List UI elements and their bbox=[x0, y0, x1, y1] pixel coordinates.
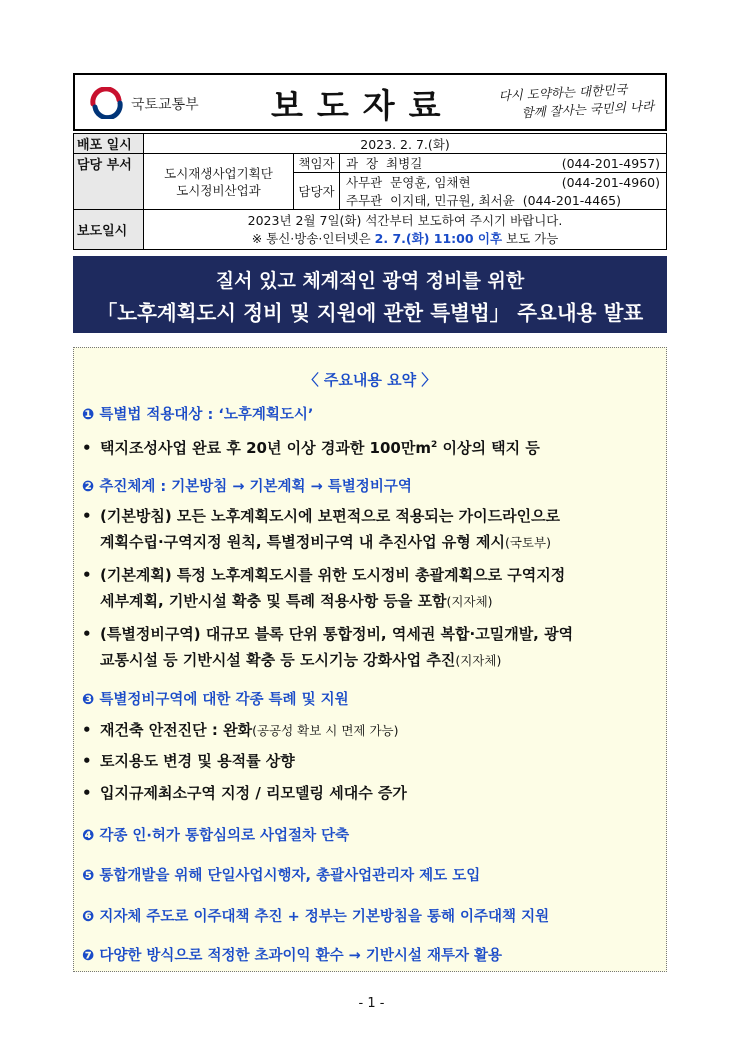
bullet-note: (지자체) bbox=[455, 653, 502, 668]
bullet-text: 입지규제최소구역 지정 / 리모델링 세대수 증가 bbox=[100, 784, 407, 802]
bullet-text: 택지조성사업 완료 후 20년 이상 경과한 100만m bbox=[100, 439, 431, 457]
superscript: 2 bbox=[431, 440, 438, 450]
slogan-line-1: 다시 도약하는 대한민국 bbox=[498, 81, 628, 104]
bullet-text: 재건축 안전진단 : 완화 bbox=[100, 721, 253, 739]
manager-role: 책임자 bbox=[294, 154, 340, 173]
manager-phone: (044-201-4957) bbox=[521, 154, 666, 173]
distribution-date-label: 배포 일시 bbox=[74, 134, 144, 154]
bullet-dot: • bbox=[82, 784, 92, 802]
headline-line-2: 「노후계획도시 정비 및 지원에 관한 특별법」 주요내용 발표 bbox=[96, 301, 644, 325]
summary-title: 〈 주요내용 요약 〉 bbox=[303, 371, 437, 389]
press-release-title: 보도자료 bbox=[271, 86, 455, 125]
section-3-bullet-3 bbox=[82, 780, 664, 806]
bullet-dot: • bbox=[82, 507, 92, 525]
bullet-dot: • bbox=[82, 752, 92, 770]
bullet-line-2: 세부계획, 기반시설 확충 및 특례 적용사항 등을 포함 bbox=[100, 592, 447, 610]
embargo-line-2-prefix: ※ 통신·방송·인터넷은 bbox=[251, 230, 375, 246]
slogan-line-2: 함께 잘사는 국민의 나라 bbox=[521, 98, 655, 121]
bullet-note: (지자체) bbox=[446, 594, 493, 609]
embargo-label: 보도일시 bbox=[74, 210, 144, 250]
section-2-bullet-1 bbox=[82, 503, 664, 556]
department-label: 담당 부서 bbox=[74, 154, 144, 210]
department bbox=[144, 154, 294, 210]
taegeuk-logo-icon bbox=[89, 87, 125, 119]
section-3-bullet-2 bbox=[82, 748, 664, 774]
press-release-header bbox=[73, 73, 667, 131]
bullet-dot: • bbox=[82, 625, 92, 643]
bullet-line-1: (특별정비구역) 대규모 블록 단위 통합정비, 역세권 복합·고밀개발, 광역 bbox=[100, 625, 574, 643]
bullet-text: 토지용도 변경 및 용적률 상향 bbox=[100, 752, 295, 770]
section-1-bullet-1 bbox=[82, 432, 664, 461]
bullet-dot: • bbox=[82, 439, 92, 457]
staff-1-phone: (044-201-4960) bbox=[521, 173, 666, 192]
department-line-2: 도시정비산업과 bbox=[176, 182, 261, 198]
embargo-line-2-suffix: 보도 가능 bbox=[502, 230, 559, 246]
bullet-line-1: (기본계획) 특정 노후계획도시를 위한 도시정비 총괄계획으로 구역지정 bbox=[100, 566, 566, 584]
embargo-line-2 bbox=[144, 230, 666, 248]
bullet-text-end: 이상의 택지 등 bbox=[437, 439, 540, 457]
staff-role: 담당자 bbox=[294, 173, 340, 210]
section-2-bullet-3 bbox=[82, 621, 664, 674]
summary-box bbox=[73, 347, 667, 972]
headline-line-1: 질서 있고 체계적인 광역 정비를 위한 bbox=[215, 270, 525, 292]
bullet-note: (국토부) bbox=[504, 535, 551, 550]
embargo bbox=[144, 210, 667, 250]
page-number: - 1 - bbox=[358, 996, 385, 1011]
staff-2-name: 주무관 이지태, 민규원, 최서윤 (044-201-4465) bbox=[340, 191, 667, 210]
info-table bbox=[73, 133, 667, 250]
distribution-date: 2023. 2. 7.(화) bbox=[144, 134, 667, 154]
section-5-heading: ❺ 통합개발을 위해 단일사업시행자, 총괄사업관리자 제도 도입 bbox=[82, 868, 481, 884]
ministry-name: 국토교통부 bbox=[131, 97, 199, 113]
section-2-heading: ❷ 추진체계 : 기본방침 → 기본계획 → 특별정비구역 bbox=[82, 479, 412, 495]
section-7-heading: ❼ 다양한 방식으로 적정한 초과이익 환수 → 기반시설 재투자 활용 bbox=[82, 948, 503, 964]
section-6-heading: ❻ 지자체 주도로 이주대책 추진 + 정부는 기본방침을 통해 이주대책 지원 bbox=[82, 909, 550, 925]
headline-banner bbox=[73, 256, 667, 333]
bullet-line-1: (기본방침) 모든 노후계획도시에 보편적으로 적용되는 가이드라인으로 bbox=[100, 507, 561, 525]
section-3-bullet-1 bbox=[82, 717, 664, 744]
bullet-dot: • bbox=[82, 721, 92, 739]
slogan bbox=[498, 79, 668, 124]
bullet-line-2: 교통시설 등 기반시설 확충 등 도시기능 강화사업 추진 bbox=[100, 651, 456, 669]
staff-1-name: 사무관 문영훈, 임채현 bbox=[340, 173, 522, 192]
section-4-heading: ❹ 각종 인·허가 통합심의로 사업절차 단축 bbox=[82, 828, 350, 844]
embargo-time: 2. 7.(화) 11:00 이후 bbox=[374, 230, 503, 246]
embargo-line-1: 2023년 2월 7일(화) 석간부터 보도하여 주시기 바랍니다. bbox=[247, 212, 563, 228]
section-1-heading: ❶ 특별법 적용대상 : ‘노후계획도시’ bbox=[82, 407, 314, 423]
bullet-dot: • bbox=[82, 566, 92, 584]
department-line-1: 도시재생사업기획단 bbox=[164, 165, 273, 181]
section-2-bullet-2 bbox=[82, 562, 664, 615]
bullet-line-2: 계획수립·구역지정 원칙, 특별정비구역 내 추진사업 유형 제시 bbox=[100, 533, 505, 551]
manager-name: 과 장 최병길 bbox=[340, 154, 522, 173]
section-3-heading: ❸ 특별정비구역에 대한 각종 특례 및 지원 bbox=[82, 692, 349, 708]
bullet-note: (공공성 확보 시 면제 가능) bbox=[252, 723, 399, 738]
